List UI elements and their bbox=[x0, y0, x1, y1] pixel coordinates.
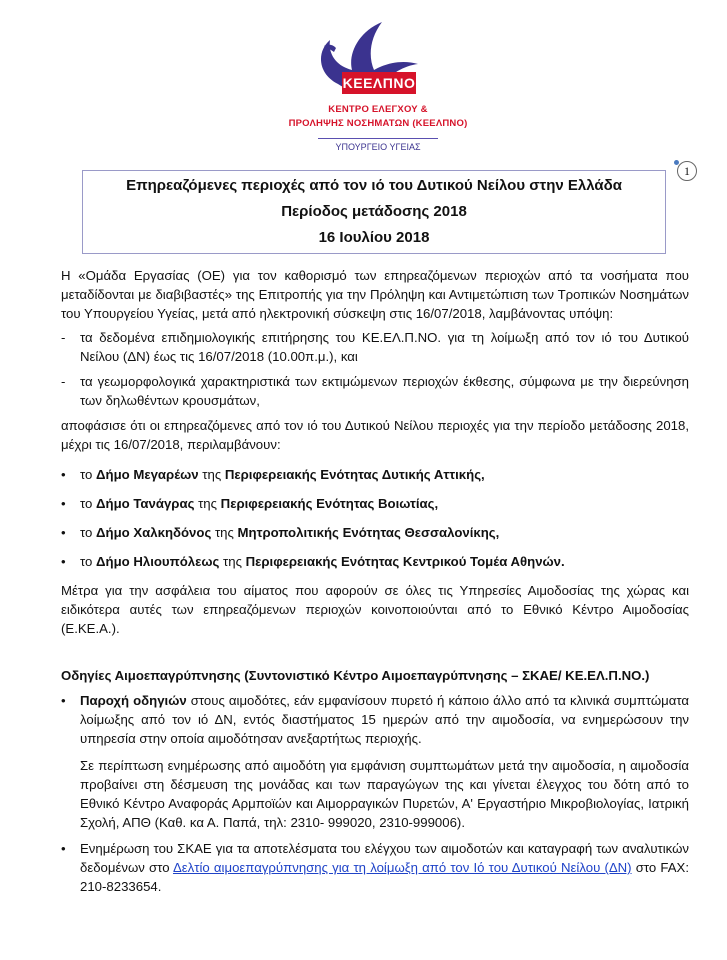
instruction-text: Ενημέρωση του ΣΚΑΕ για τα αποτελέσματα του ελέγχου των αιμοδοτών και καταγραφή των αναλυτικών δεδομένων στο bbox=[80, 841, 689, 875]
area-connector: της bbox=[219, 554, 246, 569]
bullet-icon: • bbox=[61, 496, 66, 511]
document-body bbox=[61, 266, 689, 906]
dash-marker: - bbox=[61, 330, 66, 345]
instruction-item bbox=[61, 691, 689, 748]
section-heading: Οδηγίες Αιμοεπαγρύπνησης (Συντονιστικό Κέντρο Αιμοεπαγρύπνησης – ΣΚΑΕ/ ΚΕ.ΕΛ.Π.ΝΟ.) bbox=[61, 668, 650, 683]
area-connector: της bbox=[211, 525, 238, 540]
decision-paragraph: αποφάσισε ότι οι επηρεαζόμενες από τον ιό του Δυτικού Νείλου περιοχές για την περίοδο μετάδοσης 2018, μέχρι τις 16/07/2018, περιλαμβάνουν: bbox=[61, 418, 689, 452]
title-line3: 16 Ιουλίου 2018 bbox=[318, 229, 430, 246]
consideration-text: τα δεδομένα επιδημιολογικής επιτήρησης του ΚΕ.ΕΛ.Π.ΝΟ. για τη λοίμωξη από τον ιό του Δυτικού Νείλου (ΔΝ) έως τις 16/07/2018 (10.00π.μ.), και bbox=[80, 330, 689, 364]
bullet-icon: • bbox=[61, 525, 66, 540]
keelpno-logo bbox=[278, 14, 478, 154]
dash-marker: - bbox=[61, 374, 66, 389]
area-region: Περιφερειακής Ενότητας Βοιωτίας, bbox=[220, 496, 439, 511]
logo-line2: ΠΡΟΛΗΨΗΣ ΝΟΣΗΜΑΤΩΝ (ΚΕΕΛΠΝΟ) bbox=[288, 118, 468, 129]
area-municipality: Δήμο Τανάγρας bbox=[96, 496, 195, 511]
area-prefix: το bbox=[80, 496, 97, 511]
area-region: Περιφερειακής Ενότητας Κεντρικού Τομέα Αθηνών. bbox=[245, 554, 565, 569]
area-prefix: το bbox=[80, 467, 97, 482]
area-item bbox=[61, 494, 689, 513]
area-municipality: Δήμο Χαλκηδόνος bbox=[96, 525, 212, 540]
intro-paragraph: Η «Ομάδα Εργασίας (ΟΕ) για τον καθορισμό των επηρεαζόμενων περιοχών από τα νοσήματα που μεταδίδονται με διαβιβαστές» της Επιτροπής για την Πρόληψη και Αντιμετώπιση των Τροπικών Νοσημάτων του Υπουργείου Υγείας, μετά από ηλεκτρονική σύσκεψη στις 16/07/2018, λαμβάνοντας υπόψη: bbox=[61, 268, 689, 321]
page-number: 1 bbox=[677, 161, 697, 181]
bullet-icon: • bbox=[61, 693, 66, 708]
consideration-item bbox=[61, 372, 689, 410]
title-line1: Επηρεαζόμενες περιοχές από τον ιό του Δυτικού Νείλου στην Ελλάδα bbox=[126, 177, 622, 194]
title-box bbox=[82, 170, 666, 254]
title-line2: Περίοδος μετάδοσης 2018 bbox=[281, 203, 467, 220]
bullet-icon: • bbox=[61, 841, 66, 856]
area-region: Περιφερειακής Ενότητας Δυτικής Αττικής, bbox=[224, 467, 485, 482]
instruction-text: στους αιμοδότες, εάν εμφανίσουν πυρετό ή κάποιο άλλο από τα κλινικά συμπτώματα λοίμωξης από τον ιό ΔΝ, εντός διαστήματος 15 ημερών από την αιμοδοσία, να ενημερώσουν την υπηρεσία στην οποία αιμοδότησαν ανεξαρτήτως περιοχής. bbox=[80, 693, 689, 746]
bullet-icon: • bbox=[61, 467, 66, 482]
instruction-followup: Σε περίπτωση ενημέρωσης από αιμοδότη για εμφάνιση συμπτωμάτων μετά την αιμοδοσία, η αιμοδοσία προβαίνει στη δέσμευση της μονάδας και των παραγώγων της και γίνεται έλεγχος του δότη από το Εθνικό Κέντρο Αναφοράς Αρμποϊών και Αιμορραγικών Πυρετών, Α' Εργαστήριο Μικροβιολογίας, Ιατρική Σχολή, ΑΠΘ (Καθ. κα Α. Παπά, τηλ: 2310- 999020, 2310-999006). bbox=[80, 758, 689, 830]
instruction-item bbox=[61, 839, 689, 896]
area-item bbox=[61, 523, 689, 542]
area-connector: της bbox=[198, 467, 225, 482]
area-prefix: το bbox=[80, 525, 97, 540]
blood-measures-paragraph: Μέτρα για την ασφάλεια του αίματος που αφορούν σε όλες τις Υπηρεσίες Αιμοδοσίας της χώρας και ειδικότερα αυτές των επηρεαζόμενων περιοχών κοινοποιούνται από το Εθνικό Κέντρο Αιμοδοσίας (Ε.ΚΕ.Α.). bbox=[61, 583, 689, 636]
instruction-tail: στο FAX: 210-8233654. bbox=[80, 860, 690, 894]
area-municipality: Δήμο Μεγαρέων bbox=[96, 467, 199, 482]
bullet-icon: • bbox=[61, 554, 66, 569]
area-connector: της bbox=[194, 496, 221, 511]
logo-brand: ΚΕΕΛΠΝΟ bbox=[342, 75, 416, 91]
area-municipality: Δήμο Ηλιουπόλεως bbox=[96, 554, 220, 569]
area-region: Μητροπολιτικής Ενότητας Θεσσαλονίκης, bbox=[237, 525, 500, 540]
ministry-label: ΥΠΟΥΡΓΕΙΟ ΥΓΕΙΑΣ bbox=[335, 142, 421, 152]
logo-line1: ΚΕΝΤΡΟ ΕΛΕΓΧΟΥ & bbox=[328, 104, 428, 115]
area-prefix: το bbox=[80, 554, 97, 569]
area-item bbox=[61, 552, 689, 571]
logo-divider bbox=[318, 138, 438, 139]
bulletin-link[interactable]: Δελτίο αιμοεπαγρύπνησης για τη λοίμωξη από τον Ιό του Δυτικού Νείλου (ΔΝ) bbox=[172, 860, 632, 875]
consideration-text: τα γεωμορφολογικά χαρακτηριστικά των εκτιμώμενων περιοχών έκθεσης, σύμφωνα με την διερεύνηση των δηλωθέντων κρουσμάτων, bbox=[80, 374, 689, 408]
instruction-bold: Παροχή οδηγιών bbox=[80, 693, 187, 708]
consideration-item bbox=[61, 328, 689, 366]
area-item bbox=[61, 465, 689, 484]
